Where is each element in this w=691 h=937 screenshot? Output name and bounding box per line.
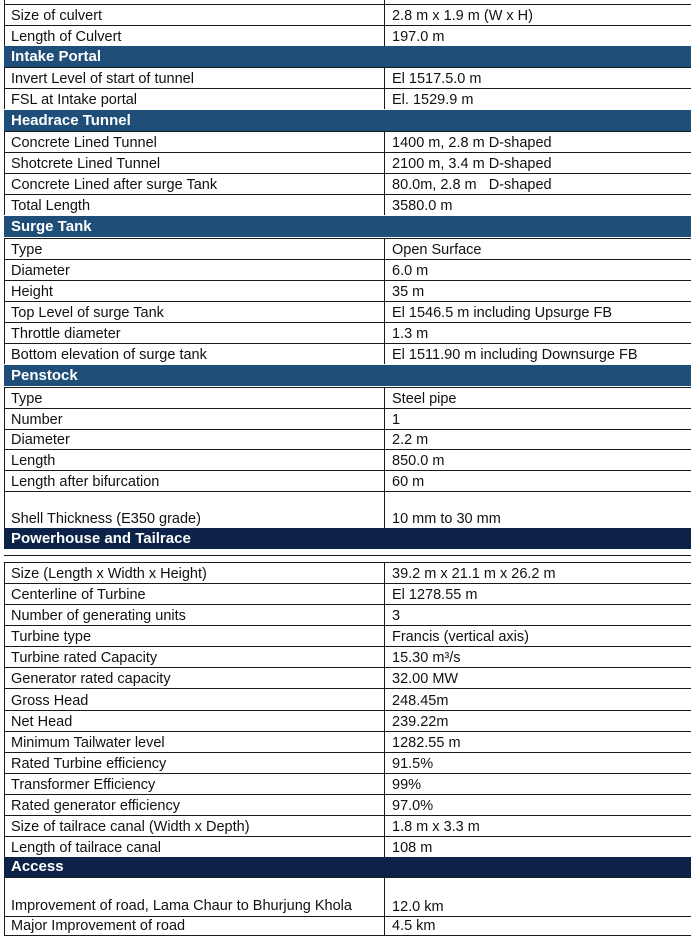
row-value: El 1517.5.0 m (392, 71, 482, 87)
row-value: 1282.55 m (392, 735, 461, 751)
table-row (4, 491, 691, 528)
row-label: Length of Culvert (11, 29, 122, 45)
row-label: Number of generating units (11, 608, 186, 624)
row-label: Gross Head (11, 693, 89, 709)
section-heading: Headrace Tunnel (11, 112, 131, 129)
row-value: 12.0 km (392, 899, 444, 915)
row-label: Generator rated capacity (11, 671, 171, 687)
table-row (4, 387, 691, 408)
row-value: 1 (392, 412, 401, 428)
row-value: 2.2 m (392, 432, 429, 448)
table-row (4, 194, 691, 215)
table-row (4, 470, 691, 491)
section-header-headrace-tunnel (4, 110, 691, 131)
row-value: 1400 m, 2.8 m D-shaped (392, 135, 552, 151)
row-label: Turbine type (11, 629, 92, 645)
row-label: Turbine rated Capacity (11, 650, 158, 666)
row-label: Shell Thickness (E350 grade) (11, 511, 201, 527)
row-value: 60 m (392, 474, 425, 490)
row-label: Total Length (11, 198, 91, 214)
row-value: 10 mm to 30 mm (392, 511, 501, 527)
table-row (4, 877, 691, 916)
row-value: 3580.0 m (392, 198, 453, 214)
table-row (4, 449, 691, 470)
row-label: Length (11, 453, 56, 469)
table-row (4, 583, 691, 604)
row-value: 4.5 km (392, 918, 436, 934)
table-row (4, 25, 691, 46)
section-heading: Penstock (11, 367, 78, 384)
table-row (4, 836, 691, 857)
row-value: 108 m (392, 840, 433, 856)
row-label: Throttle diameter (11, 326, 121, 342)
row-value: 850.0 m (392, 453, 445, 469)
row-label: Diameter (11, 432, 70, 448)
row-label: Bottom elevation of surge tank (11, 347, 207, 363)
row-label: Diameter (11, 263, 70, 279)
row-value: 3 (392, 608, 401, 624)
row-label: FSL at Intake portal (11, 92, 138, 108)
row-label: Concrete Lined Tunnel (11, 135, 157, 151)
row-value: 197.0 m (392, 29, 445, 45)
row-value: 2.8 m x 1.9 m (W x H) (392, 8, 533, 24)
section-header-powerhouse-and-tailrace (4, 528, 691, 549)
table-row (4, 88, 691, 109)
row-label: Size (Length x Width x Height) (11, 566, 207, 582)
row-value: El 1278.55 m (392, 587, 478, 603)
row-value: 1.3 m (392, 326, 429, 342)
row-label: Height (11, 284, 53, 300)
row-value: 32.00 MW (392, 671, 459, 687)
section-heading: Powerhouse and Tailrace (11, 530, 191, 547)
row-value: 91.5% (392, 756, 434, 772)
table-row (4, 752, 691, 773)
row-label: Size of tailrace canal (Width x Depth) (11, 819, 250, 835)
divider (4, 555, 691, 556)
row-label: Minimum Tailwater level (11, 735, 165, 751)
row-value: 39.2 m x 21.1 m x 26.2 m (392, 566, 556, 582)
table-row (4, 794, 691, 815)
row-value: Steel pipe (392, 391, 457, 407)
table-row (4, 916, 691, 936)
table-row (4, 429, 691, 449)
section-header-access (4, 857, 691, 877)
section-heading: Surge Tank (11, 218, 92, 235)
row-label: Transformer Efficiency (11, 777, 156, 793)
row-value: 1.8 m x 3.3 m (392, 819, 480, 835)
table-row (4, 152, 691, 173)
row-value: 80.0m, 2.8 m D-shaped (392, 177, 552, 193)
row-value: El 1546.5 m including Upsurge FB (392, 305, 613, 321)
row-value: 239.22m (392, 714, 449, 730)
section-heading: Intake Portal (11, 48, 102, 65)
row-value: Open Surface (392, 242, 482, 258)
row-label: Rated Turbine efficiency (11, 756, 167, 772)
table-row (4, 280, 691, 301)
row-label: Improvement of road, Lama Chaur to Bhurjung Khola (11, 898, 352, 914)
table-row (4, 688, 691, 710)
table-row (4, 562, 691, 583)
table-row (4, 408, 691, 429)
table-row (4, 322, 691, 343)
section-header-penstock (4, 365, 691, 386)
row-label: Centerline of Turbine (11, 587, 146, 603)
row-label: Type (11, 242, 43, 258)
row-value: 99% (392, 777, 422, 793)
row-label: Top Level of surge Tank (11, 305, 164, 321)
row-label: Type (11, 391, 43, 407)
row-label: Major Improvement of road (11, 918, 186, 934)
table-row (4, 4, 691, 25)
table-row (4, 301, 691, 322)
table-row (4, 259, 691, 280)
table-row (4, 731, 691, 752)
row-value: 248.45m (392, 693, 449, 709)
row-label: Number (11, 412, 63, 428)
row-label: Invert Level of start of tunnel (11, 71, 194, 87)
row-value: 15.30 m³/s (392, 650, 461, 666)
row-label: Shotcrete Lined Tunnel (11, 156, 161, 172)
table-row (4, 67, 691, 88)
section-heading: Access (11, 858, 64, 875)
row-label: Net Head (11, 714, 73, 730)
row-value: Francis (vertical axis) (392, 629, 529, 645)
table-row (4, 131, 691, 152)
row-label: Size of culvert (11, 8, 103, 24)
row-label: Rated generator efficiency (11, 798, 181, 814)
table-row (4, 343, 691, 364)
row-value: El. 1529.9 m (392, 92, 474, 108)
row-value: 35 m (392, 284, 425, 300)
table-row (4, 238, 691, 259)
row-label: Length after bifurcation (11, 474, 160, 490)
row-label: Length of tailrace canal (11, 840, 161, 856)
table-row (4, 625, 691, 646)
section-header-intake-portal (4, 46, 691, 67)
row-value: El 1511.90 m including Downsurge FB (392, 347, 638, 363)
row-value: 97.0% (392, 798, 434, 814)
row-value: 6.0 m (392, 263, 429, 279)
table-row (4, 667, 691, 688)
table-row (4, 710, 691, 731)
row-label: Concrete Lined after surge Tank (11, 177, 218, 193)
row-value: 2100 m, 3.4 m D-shaped (392, 156, 552, 172)
section-header-surge-tank (4, 216, 691, 237)
table-row (4, 173, 691, 194)
table-row (4, 646, 691, 667)
table-row (4, 604, 691, 625)
table-row (4, 815, 691, 836)
table-row (4, 773, 691, 794)
